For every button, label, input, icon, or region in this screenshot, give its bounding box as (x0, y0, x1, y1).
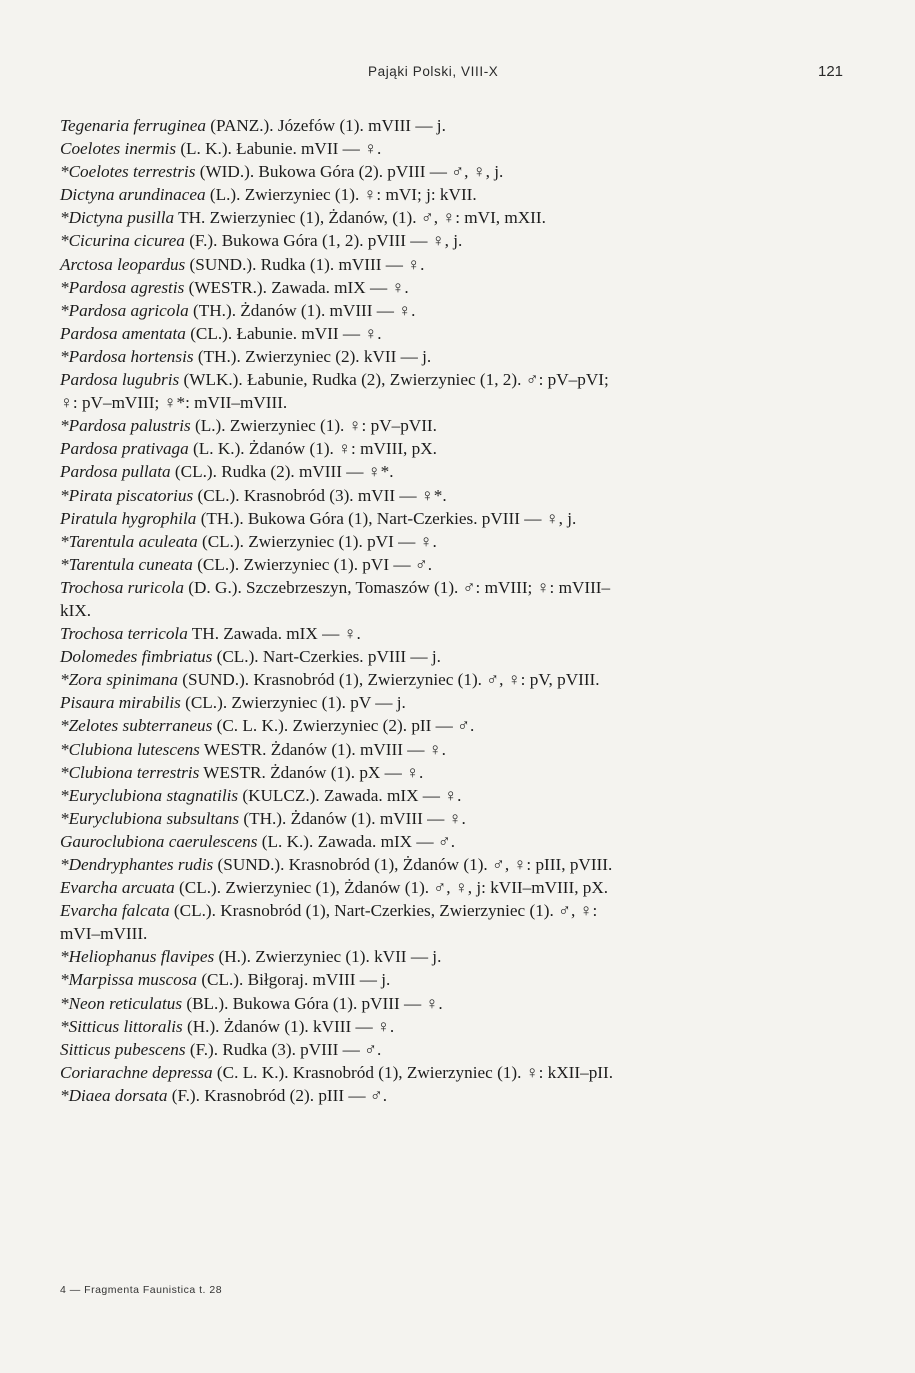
page-header (0, 64, 915, 84)
species-record: (TH.). Bukowa Góra (1), Nart-Czerkies. pVIII — ♀, j. (196, 508, 577, 528)
species-name: *Clubiona lutescens (60, 739, 200, 759)
species-record: (L. K.). Zawada. mIX — ♂. (257, 831, 456, 851)
species-entry (60, 253, 875, 276)
running-title: Pająki Polski, VIII-X (368, 64, 499, 79)
species-entry (60, 553, 875, 576)
species-name: *Tarentula aculeata (60, 531, 198, 551)
species-name: Coriarachne depressa (60, 1062, 213, 1082)
species-name: Evarcha arcuata (60, 878, 175, 898)
species-name: Trochosa terricola (60, 624, 188, 644)
species-record: (F.). Rudka (3). pVIII — ♂. (185, 1039, 382, 1059)
species-name: *Cicurina cicurea (60, 231, 185, 251)
species-name: *Pirata piscatorius (60, 485, 194, 505)
species-name: Tegenaria ferruginea (60, 116, 206, 135)
species-entry (60, 484, 875, 507)
species-name: *Pardosa palustris (60, 416, 191, 436)
species-entry (60, 691, 875, 714)
species-entry (60, 576, 875, 622)
species-name: *Tarentula cuneata (60, 554, 193, 574)
species-record: (L.). Zwierzyniec (1). ♀: mVI; j: kVII. (205, 185, 477, 205)
species-record: (BL.). Bukowa Góra (1). pVIII — ♀. (182, 993, 443, 1013)
species-record: (CL.). Zwierzyniec (1), Żdanów (1). ♂, ♀, j: kVII–mVIII, pX. (174, 878, 609, 898)
species-entry (60, 645, 875, 668)
species-entry (60, 761, 875, 784)
species-entry (60, 114, 875, 137)
species-name: *Pardosa hortensis (60, 346, 194, 366)
species-record: (SUND.). Rudka (1). mVIII — ♀. (185, 254, 425, 274)
species-record: (PANZ.). Józefów (1). mVIII — j. (205, 116, 446, 135)
species-entry (60, 1084, 875, 1107)
species-name: *Pardosa agricola (60, 300, 189, 320)
species-name: *Sitticus littoralis (60, 1016, 183, 1036)
species-entry (60, 668, 875, 691)
species-entry (60, 784, 875, 807)
species-name: *Marpissa muscosa (60, 970, 198, 990)
species-record: (C. L. K.). Zwierzyniec (2). pII — ♂. (212, 716, 475, 736)
species-record: (TH.). Zwierzyniec (2). kVII — j. (193, 346, 432, 366)
species-name: *Neon reticulatus (60, 993, 183, 1013)
species-record: (CL.). Łabunie. mVII — ♀. (185, 323, 382, 343)
species-entry (60, 206, 875, 229)
species-record: (TH.). Żdanów (1). mVIII — ♀. (239, 808, 466, 828)
species-entry (60, 853, 875, 876)
species-name: *Euryclubiona stagnatilis (60, 785, 239, 805)
species-name: Pardosa amentata (60, 323, 186, 343)
species-name: Pisaura mirabilis (60, 693, 181, 713)
species-entry (60, 345, 875, 368)
species-entry (60, 738, 875, 761)
species-record-continued: ♀: pV–mVIII; ♀*: mVII–mVIII. (60, 393, 288, 413)
species-record: (TH.). Żdanów (1). mVIII — ♀. (188, 300, 416, 320)
page-footer: 4 — Fragmenta Faunistica t. 28 (60, 1284, 223, 1296)
species-entry (60, 876, 875, 899)
species-entry (60, 1015, 875, 1038)
species-record: (SUND.). Krasnobród (1), Zwierzyniec (1). ♂, ♀: pV, pVIII. (177, 670, 600, 690)
species-record: WESTR. Żdanów (1). pX — ♀. (199, 762, 424, 782)
species-name: *Zelotes subterraneus (60, 716, 213, 736)
species-record: (WID.). Bukowa Góra (2). pVIII — ♂, ♀, j. (195, 162, 504, 182)
species-name: *Pardosa agrestis (60, 277, 185, 297)
species-record: (WLK.). Łabunie, Rudka (2), Zwierzyniec (1, 2). ♂: pV–pVI; (179, 370, 609, 390)
species-record: (L. K.). Żdanów (1). ♀: mVIII, pX. (188, 439, 437, 459)
species-entry (60, 183, 875, 206)
species-record: (F.). Krasnobród (2). pIII — ♂. (167, 1085, 388, 1105)
species-name: Pardosa pullata (60, 462, 171, 482)
species-record: (D. G.). Szczebrzeszyn, Tomaszów (1). ♂: mVIII; ♀: mVIII– (184, 577, 611, 597)
species-name: Piratula hygrophila (60, 508, 197, 528)
species-record: TH. Zawada. mIX — ♀. (187, 624, 361, 644)
species-record: (L. K.). Łabunie. mVII — ♀. (176, 139, 382, 159)
species-name: *Clubiona terrestris (60, 762, 200, 782)
species-name: Coelotes inermis (60, 139, 177, 159)
species-record: TH. Zwierzyniec (1), Żdanów, (1). ♂, ♀: mVI, mXII. (174, 208, 546, 228)
species-record: (H.). Żdanów (1). kVIII — ♀. (182, 1016, 395, 1036)
species-entry (60, 622, 875, 645)
species-name: Arctosa leopardus (60, 254, 186, 274)
species-name: Pardosa lugubris (60, 370, 180, 390)
species-name: Gauroclubiona caerulescens (60, 831, 258, 851)
species-record: (CL.). Rudka (2). mVIII — ♀*. (170, 462, 394, 482)
species-record: (H.). Zwierzyniec (1). kVII — j. (214, 947, 442, 967)
species-record: (CL.). Zwierzyniec (1). pVI — ♂. (192, 554, 433, 574)
species-name: *Diaea dorsata (60, 1085, 168, 1105)
species-entry (60, 1038, 875, 1061)
species-record: (CL.). Zwierzyniec (1). pVI — ♀. (197, 531, 437, 551)
species-record-continued: mVI–mVIII. (60, 924, 148, 944)
species-record: (L.). Zwierzyniec (1). ♀: pV–pVII. (190, 416, 437, 436)
species-record: (KULCZ.). Zawada. mIX — ♀. (238, 785, 462, 805)
species-entry (60, 160, 875, 183)
page-number: 121 (818, 63, 844, 80)
species-record: (CL.). Nart-Czerkies. pVIII — j. (212, 647, 441, 667)
species-name: Dictyna arundinacea (60, 185, 206, 205)
species-record: (F.). Bukowa Góra (1, 2). pVIII — ♀, j. (184, 231, 463, 251)
species-name: *Zora spinimana (60, 670, 178, 690)
species-entry (60, 530, 875, 553)
species-entry (60, 968, 875, 991)
species-record: (SUND.). Krasnobród (1), Żdanów (1). ♂, ♀: pIII, pVIII. (213, 855, 613, 874)
species-entry (60, 137, 875, 160)
species-record-continued: kIX. (60, 600, 92, 620)
species-name: *Dendryphantes rudis (60, 855, 214, 874)
species-entry (60, 460, 875, 483)
species-record: (CL.). Biłgoraj. mVIII — j. (197, 970, 391, 990)
species-entry (60, 437, 875, 460)
species-entry (60, 368, 875, 414)
species-name: Dolomedes fimbriatus (60, 647, 213, 667)
species-entry (60, 945, 875, 968)
species-record: WESTR. Żdanów (1). mVIII — ♀. (199, 739, 446, 759)
species-entry (60, 414, 875, 437)
species-name: *Heliophanus flavipes (60, 947, 215, 967)
species-entry (60, 992, 875, 1015)
species-entry (60, 276, 875, 299)
species-name: Trochosa ruricola (60, 577, 184, 597)
species-record: (CL.). Krasnobród (1), Nart-Czerkies, Zwierzyniec (1). ♂, ♀: (169, 901, 598, 921)
species-list (60, 114, 875, 1107)
species-name: *Euryclubiona subsultans (60, 808, 240, 828)
species-name: *Dictyna pusilla (60, 208, 175, 228)
species-entry (60, 299, 875, 322)
species-entry (60, 322, 875, 345)
species-name: Pardosa prativaga (60, 439, 189, 459)
species-entry (60, 507, 875, 530)
species-entry (60, 807, 875, 830)
species-name: Sitticus pubescens (60, 1039, 186, 1059)
species-record: (CL.). Zwierzyniec (1). pV — j. (180, 693, 406, 713)
species-record: (WESTR.). Zawada. mIX — ♀. (184, 277, 409, 297)
species-entry (60, 229, 875, 252)
species-entry (60, 1061, 875, 1084)
species-record: (CL.). Krasnobród (3). mVII — ♀*. (193, 485, 447, 505)
species-name: Evarcha falcata (60, 901, 170, 921)
species-entry (60, 830, 875, 853)
species-record: (C. L. K.). Krasnobród (1), Zwierzyniec (1). ♀: kXII–pII. (212, 1062, 614, 1082)
species-entry (60, 899, 875, 945)
species-entry (60, 714, 875, 737)
species-name: *Coelotes terrestris (60, 162, 196, 182)
